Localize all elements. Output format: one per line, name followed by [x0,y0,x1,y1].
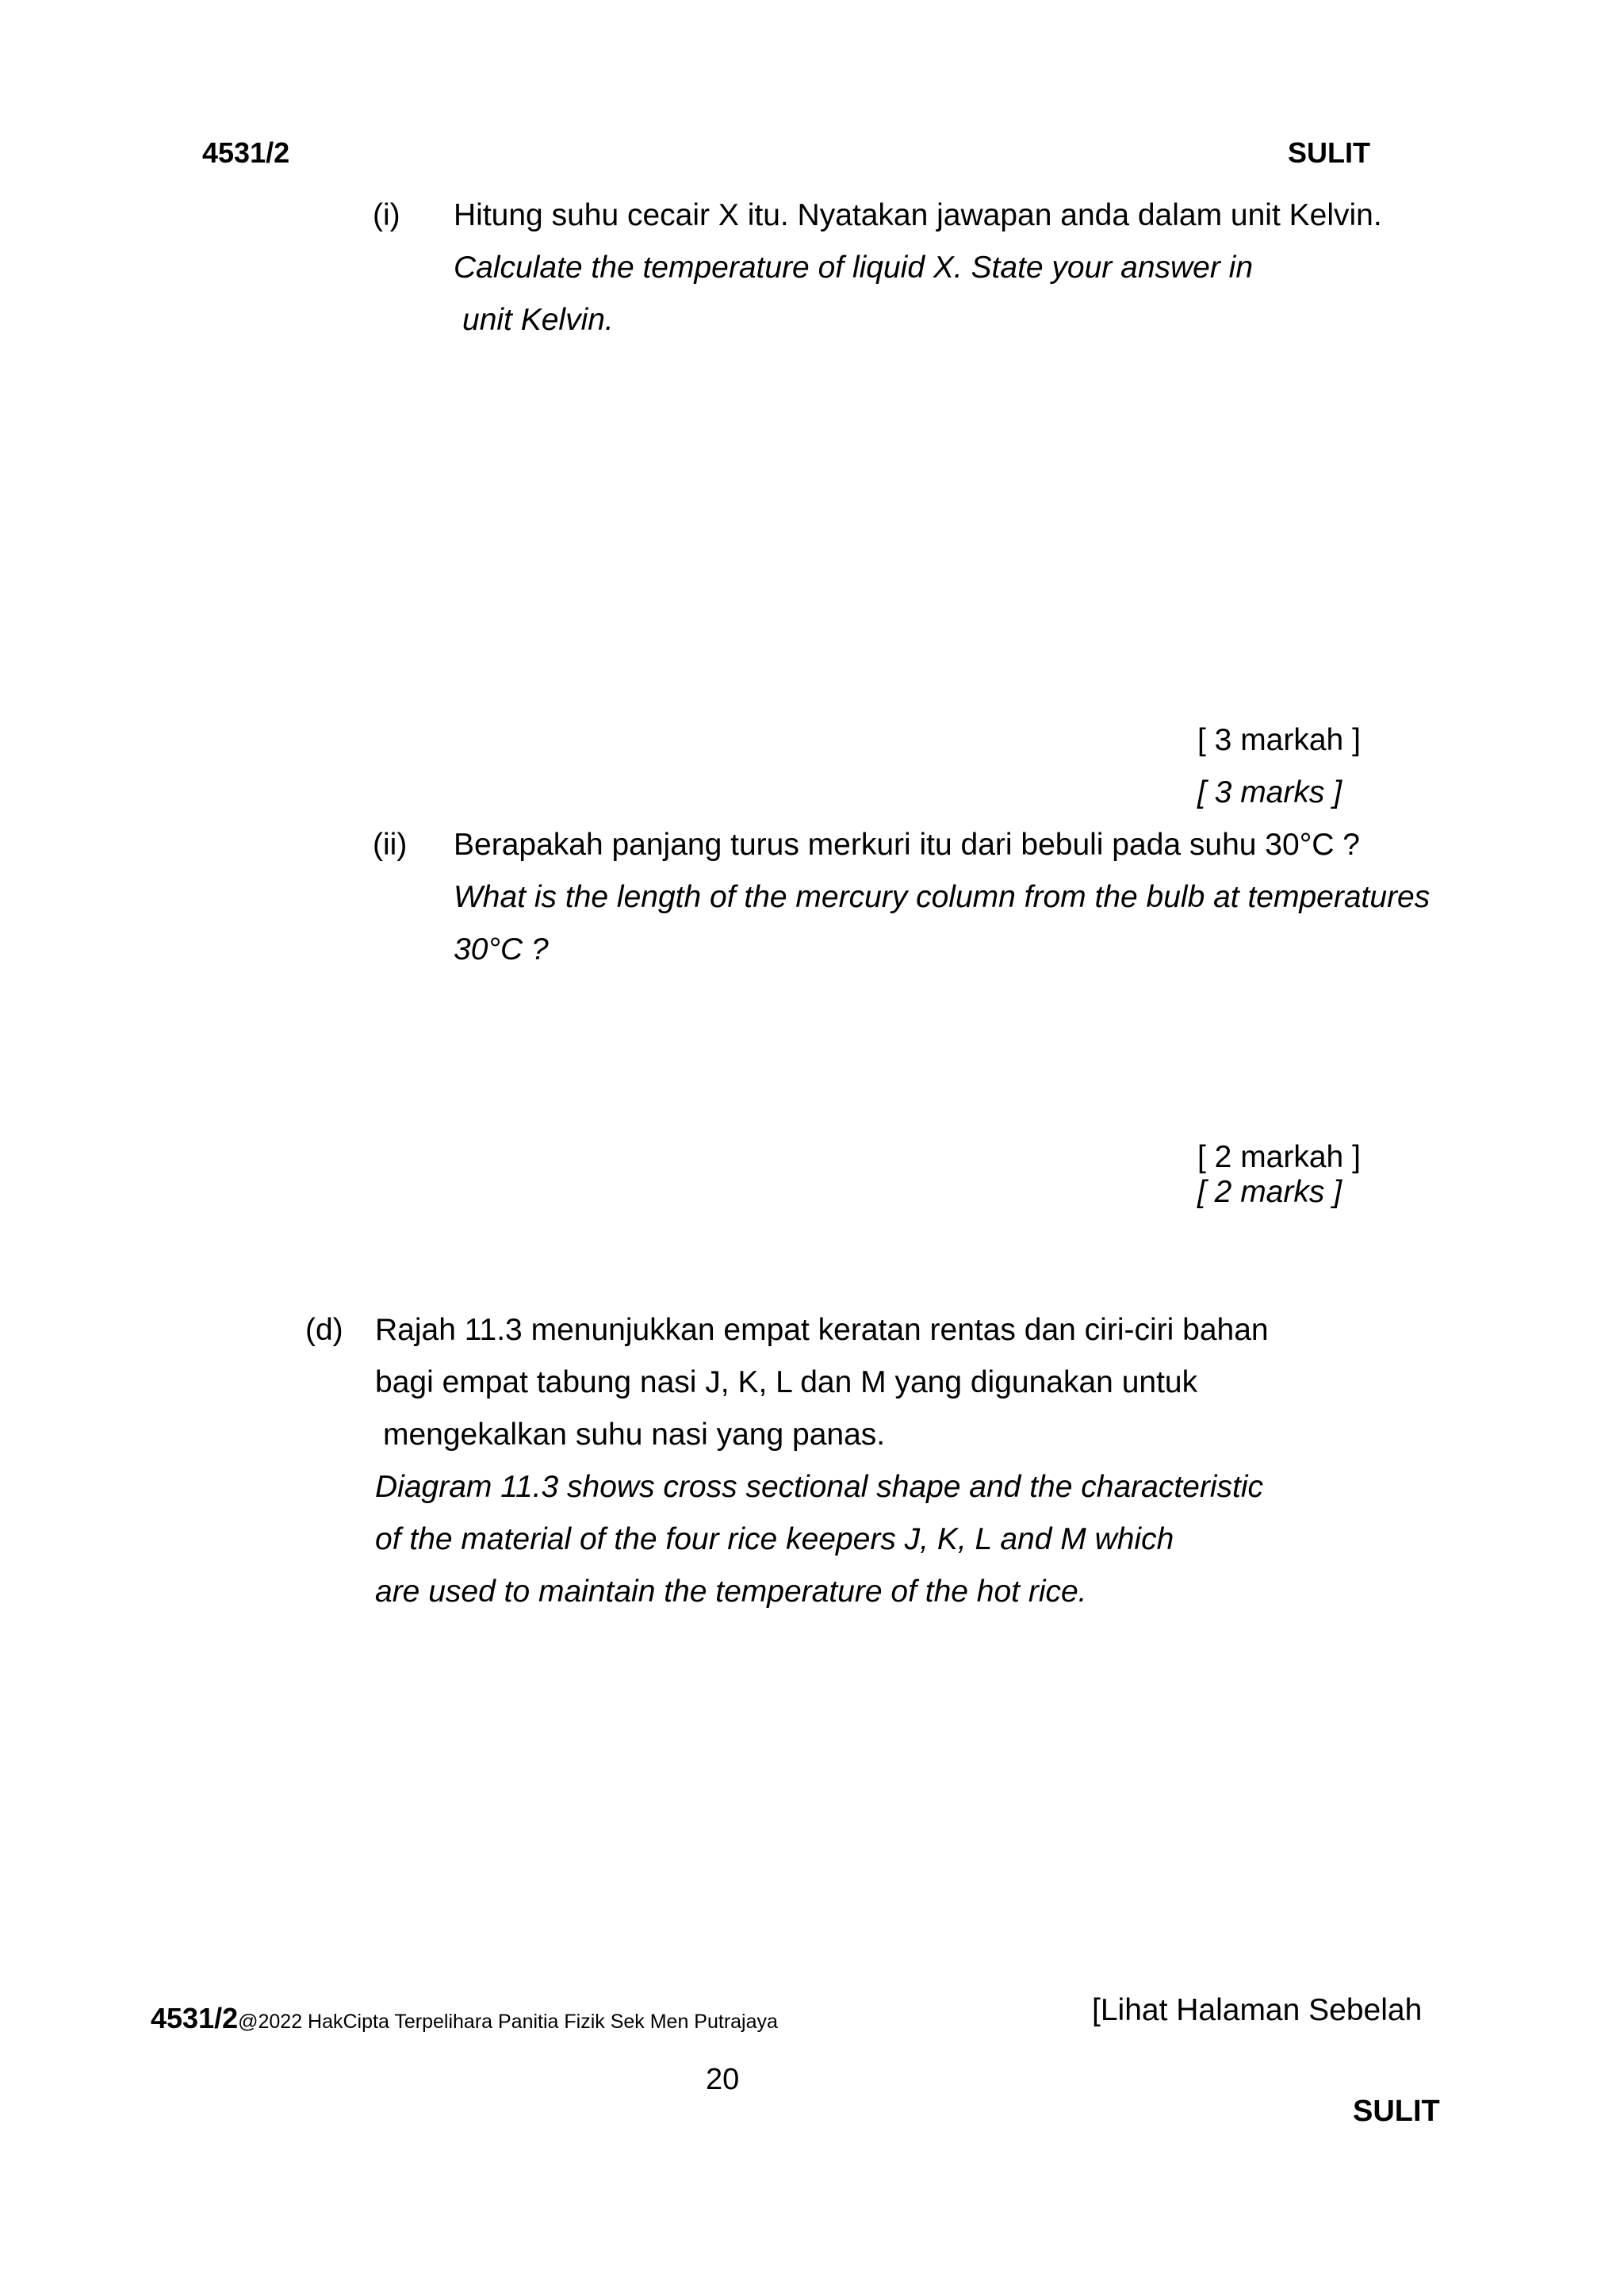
question-text-en-cont: unit Kelvin. [462,303,614,337]
question-text-ms-line3: mengekalkan suhu nasi yang panas. [383,1418,886,1452]
page-number: 20 [706,2063,740,2096]
footer-copyright: @2022 HakCipta Terpelihara Panitia Fizik Sek Men Putrajaya [238,2011,778,2033]
question-text-en-line3: are used to maintain the temperature of the hot rice. [375,1575,1087,1609]
question-text-ms: Berapakah panjang turus merkuri itu dari bebuli pada suhu 30°C ? [454,828,1360,862]
header-classification: SULIT [1288,136,1370,169]
question-number: (ii) [373,828,408,862]
question-text-en-cont: 30°C ? [454,932,549,966]
footer-next-page: [Lihat Halaman Sebelah [1092,1993,1423,2027]
marks-en: [ 3 marks ] [1197,775,1342,809]
footer-left [151,2001,778,2037]
header-code: 4531/2 [202,136,290,169]
marks-ms: [ 3 markah ] [1197,723,1361,757]
question-text-ms: Hitung suhu cecair X itu. Nyatakan jawapan anda dalam unit Kelvin. [454,198,1382,232]
question-text-en: Calculate the temperature of liquid X. State your answer in [454,251,1254,285]
question-number: (d) [305,1313,343,1347]
question-text-en-line2: of the material of the four rice keepers J, K, L and M which [375,1522,1174,1556]
footer-classification: SULIT [1353,2095,1440,2128]
question-text-ms-line1: Rajah 11.3 menunjukkan empat keratan rentas dan ciri-ciri bahan [375,1313,1269,1347]
marks-en: [ 2 marks ] [1197,1175,1342,1209]
question-text-en-line1: Diagram 11.3 shows cross sectional shape and the characteristic [375,1470,1263,1504]
question-number: (i) [373,198,400,232]
marks-ms: [ 2 markah ] [1197,1140,1361,1174]
question-text-ms-line2: bagi empat tabung nasi J, K, L dan M yang digunakan untuk [375,1365,1198,1399]
footer-code: 4531/2 [151,2002,239,2034]
question-text-en: What is the length of the mercury column from the bulb at temperatures [454,880,1431,914]
